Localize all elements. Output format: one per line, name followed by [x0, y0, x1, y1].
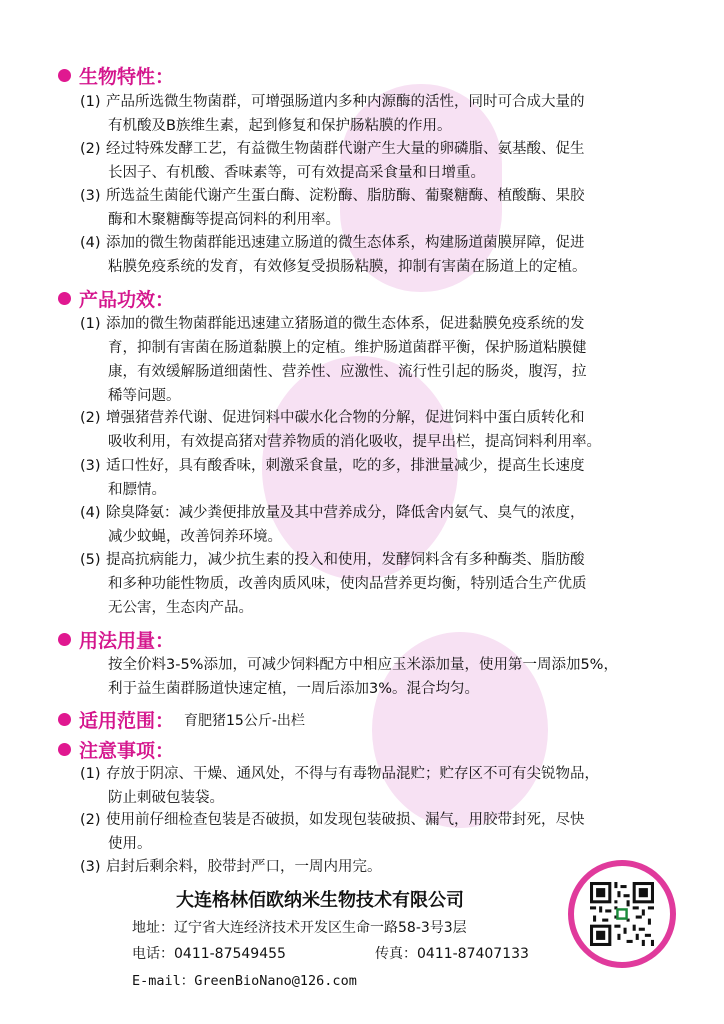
qr-code-icon: [590, 882, 654, 946]
bullet-dot-icon: [58, 69, 71, 82]
item-text: 减少蚊蝇，改善饲养环境。: [108, 529, 282, 545]
phone-text: 电话：0411-87549455: [132, 946, 286, 962]
item-number: (2): [80, 141, 101, 157]
company-name: 大连格林佰欧纳米生物技术有限公司: [176, 890, 464, 911]
bullet-dot-icon: [58, 292, 71, 305]
item-text: 酶和木聚糖酶等提高饲料的利用率。: [108, 212, 340, 228]
section-heading-biology: [58, 62, 174, 89]
address-text: 地址：辽宁省大连经济技术开发区生命一路58-3号3层: [132, 920, 467, 936]
item-number: (1): [80, 94, 101, 110]
item-text: 提高抗病能力，减少抗生素的投入和使用，发酵饲料含有多种酶类、脂肪酸: [106, 552, 585, 568]
heading-text: 产品功效：: [79, 289, 175, 311]
section-heading-scope: [58, 706, 305, 733]
item-text: 有机酸及B族维生素，起到修复和保护肠粘膜的作用。: [108, 118, 452, 134]
email-text: E-mail：GreenBioNano@126.com: [132, 973, 357, 989]
qr-frame: [568, 860, 676, 968]
item-text: 康，有效缓解肠道细菌性、营养性、应激性、流行性引起的肠炎，腹泻，拉: [108, 364, 587, 380]
item-text: 和多种功能性物质，改善肉质风味，使肉品营养更均衡，特别适合生产优质: [108, 576, 587, 592]
item-text: 产品所选微生物菌群，可增强肠道内多种内源酶的活性，同时可合成大量的: [106, 94, 585, 110]
item-number: (2): [80, 410, 101, 426]
usage-line: 利于益生菌群肠道快速定植，一周后添加3%。混合均匀。: [108, 681, 480, 697]
list-item: [80, 312, 680, 408]
list-item: [80, 501, 680, 549]
list-item: [80, 762, 680, 810]
item-text: 添加的微生物菌群能迅速建立猪肠道的微生态体系，促进黏膜免疫系统的发: [106, 316, 585, 332]
item-text: 添加的微生物菌群能迅速建立肠道的微生态体系，构建肠道菌膜屏障，促进: [106, 235, 585, 251]
item-text: 增强猪营养代谢、促进饲料中碳水化合物的分解，促进饲料中蛋白质转化和: [106, 410, 585, 426]
item-text: 吸收利用，有效提高猪对营养物质的消化吸收，提早出栏，提高饲料利用率。: [108, 434, 601, 450]
item-text: 适口性好，具有酸香味，刺激采食量，吃的多，排泄量减少，提高生长速度: [106, 458, 585, 474]
bullet-dot-icon: [58, 713, 71, 726]
heading-text: 生物特性：: [79, 66, 175, 88]
item-text: 使用。: [108, 836, 152, 852]
fax-text: 传真：0411-87407133: [375, 946, 529, 962]
item-number: (2): [80, 812, 101, 828]
item-number: (3): [80, 859, 101, 875]
item-number: (1): [80, 766, 101, 782]
item-text: 防止刺破包装袋。: [108, 790, 224, 806]
item-number: (3): [80, 188, 101, 204]
list-item: [80, 137, 680, 185]
item-text: 和膘情。: [108, 482, 166, 498]
section-heading-notes: [58, 736, 174, 763]
list-item: [80, 90, 680, 138]
list-item: [80, 808, 680, 856]
item-text: 无公害，生态肉产品。: [108, 600, 253, 616]
section-heading-usage: [58, 626, 174, 653]
item-number: (4): [80, 235, 101, 251]
item-text: 使用前仔细检查包装是否破损，如发现包装破损、漏气，用胶带封死，尽快: [106, 812, 585, 828]
item-text: 所选益生菌能代谢产生蛋白酶、淀粉酶、脂肪酶、葡聚糖酶、植酸酶、果胶: [106, 188, 585, 204]
item-number: (3): [80, 458, 101, 474]
usage-line: 按全价料3-5%添加，可减少饲料配方中相应玉米添加量，使用第一周添加5%，: [108, 657, 618, 673]
item-text: 存放于阴凉、干燥、通风处，不得与有毒物品混贮；贮存区不可有尖锐物品，: [106, 766, 599, 782]
list-item: [80, 184, 680, 232]
item-text: 启封后剩余料，胶带封严口，一周内用完。: [106, 859, 382, 875]
item-text: 经过特殊发酵工艺，有益微生物菌群代谢产生大量的卵磷脂、氨基酸、促生: [106, 141, 585, 157]
heading-text: 用法用量：: [79, 630, 175, 652]
bullet-dot-icon: [58, 633, 71, 646]
heading-text: 注意事项：: [79, 740, 175, 762]
list-item: [80, 548, 680, 620]
list-item: [80, 406, 680, 454]
list-item: [80, 454, 680, 502]
bullet-dot-icon: [58, 743, 71, 756]
item-number: (1): [80, 316, 101, 332]
list-item: [80, 231, 680, 279]
item-text: 长因子、有机酸、香味素等，可有效提高采食量和日增重。: [108, 165, 485, 181]
usage-text: [108, 653, 618, 701]
item-text: 除臭降氨：减少粪便排放量及其中营养成分，降低舍内氨气、臭气的浓度，: [106, 505, 585, 521]
heading-text: 适用范围：: [79, 710, 175, 732]
scope-text: 育肥猪15公斤-出栏: [184, 712, 305, 729]
item-text: 稀等问题。: [108, 388, 181, 404]
section-heading-efficacy: [58, 285, 174, 312]
item-number: (5): [80, 552, 101, 568]
item-text: 粘膜免疫系统的发育，有效修复受损肠粘膜，抑制有害菌在肠道上的定植。: [108, 259, 587, 275]
item-number: (4): [80, 505, 101, 521]
item-text: 育，抑制有害菌在肠道黏膜上的定植。维护肠道菌群平衡，保护肠道粘膜健: [108, 340, 587, 356]
